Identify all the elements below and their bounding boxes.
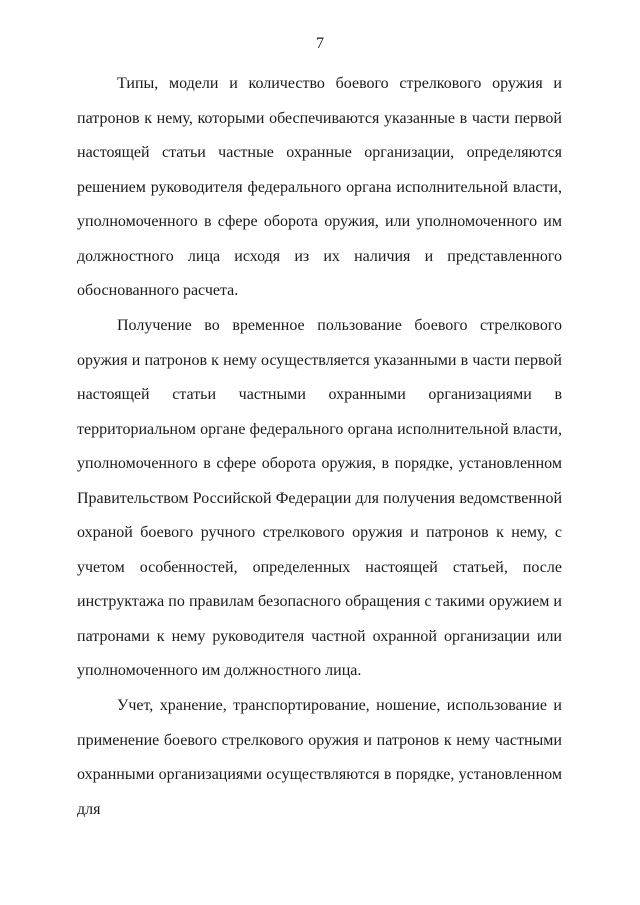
page-number: 7 bbox=[316, 35, 324, 52]
paragraph: Учет, хранение, транспортирование, ношение, использование и применение боевого стрелкового оружия и патронов к нему частными охранными организациями осуществляются в порядке, установленном для bbox=[77, 697, 562, 818]
paragraph: Получение во временное пользование боевого стрелкового оружия и патронов к нему осуществляется указанными в части первой настоящей статьи частными охранными организациями в территориальном органе федерального органа исполнительной власти, уполномоченного в сфере оборота оружия, в порядке, установленном Правительством Российской Федерации для получения ведомственной охраной боевого ручного стрелкового оружия и патронов к нему, с учетом особенностей, определенных настоящей статьей, после инструктажа по правилам безопасного обращения с такими оружием и патронами к нему руководителя частной охранной организации или уполномоченного им должностного лица. bbox=[77, 317, 562, 679]
paragraph: Типы, модели и количество боевого стрелкового оружия и патронов к нему, которыми обеспечиваются указанные в части первой настоящей статьи частные охранные организации, определяются решением руководителя федерального органа исполнительной власти, уполномоченного в сфере оборота оружия, или уполномоченного им должностного лица исходя из их наличия и представленного обоснованного расчета. bbox=[77, 75, 562, 299]
